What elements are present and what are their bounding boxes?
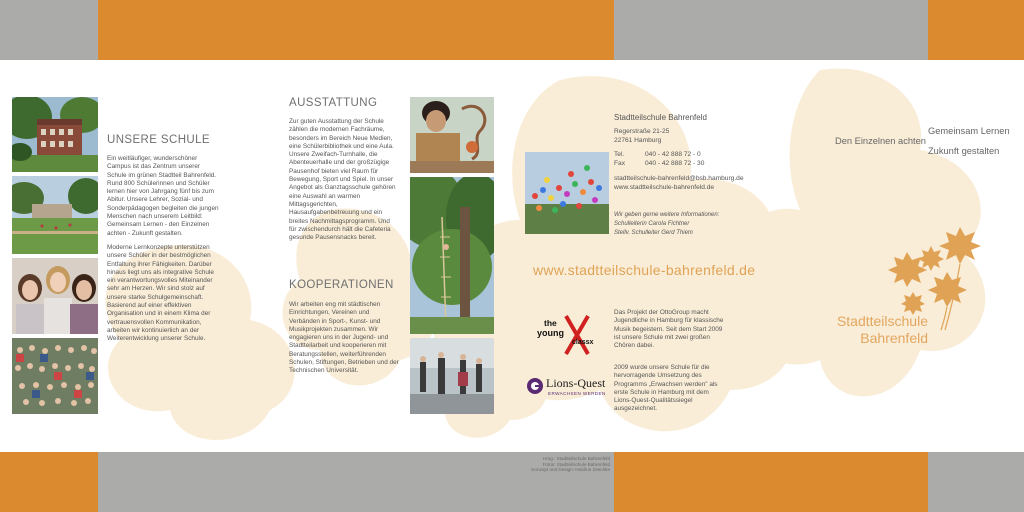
heading-unsere-schule: UNSERE SCHULE <box>107 134 210 146</box>
young-classx-line2: young <box>537 328 564 338</box>
photo-girls-group <box>12 258 98 334</box>
photo-climbing-tree <box>410 177 494 334</box>
website-banner-link[interactable]: www.stadtteilschule-bahrenfeld.de <box>533 262 756 278</box>
young-classx-logo <box>532 312 602 356</box>
photo-sports-field <box>12 176 98 254</box>
cover-school-name-line-2: Bahrenfeld <box>860 330 928 346</box>
heading-kooperationen: KOOPERATIONEN <box>289 279 394 291</box>
contact-tel-label: Tel. <box>614 151 625 158</box>
contact-fax: 040 - 42 888 72 - 30 <box>645 160 705 167</box>
lions-quest-logo <box>526 374 616 404</box>
unsere-schule-text <box>107 155 219 344</box>
contact-deputy: Stellv. Schulleiter Gerd Thiem <box>614 230 693 236</box>
lions-quest-subtitle: ERWACHSEN WERDEN <box>548 391 606 396</box>
young-classx-line1: the <box>544 318 557 328</box>
contact-city: 22761 Hamburg <box>614 137 662 144</box>
contact-url-link[interactable]: www.stadtteilschule-bahrenfeld.de <box>614 184 715 191</box>
credits <box>480 456 610 473</box>
lions-quest-name: Lions-Quest <box>546 376 606 390</box>
heading-ausstattung: AUSSTATTUNG <box>289 97 378 109</box>
photo-crowd <box>12 338 98 414</box>
unsere-schule-paragraph-2: Moderne Lernkonzepte unterstützen unsere Schüler in der bestmöglichen Entfaltung ihrer Fähigkeiten. Darüber hinaus liegt uns als integrative Schule ein verantwortungsvolles Miteinander sehr am Herzen. Wir sind stolz auf unsere starke Schulgemeinschaft. Basierend auf einer effektiven Organisation und in einem Klima der vertrauensvollen Kommunikation, arbeiten wir kontinuierlich an der Weiterentwicklung unserer Schule. <box>107 243 214 343</box>
ausstattung-text: Zur guten Ausstattung der Schule zählen die modernen Fachräume, besonders im Bereich Neue Medien, eine Schülerbibliothek und eine Aula. Unsere Zweifach-Turnhalle, die Abenteuerhalle und der großzügige Pausenhof bieten viel Raum für Bewegung, Sport und Spiel. In unser Angebot als Ganztagsschule gehören eine Auswahl an warmen Mittagsgerichten, Hausaufgabenbetreuung und ein breites Nachmittagsprogramm. Und für zwischendurch hält die Cafeteria gesunde Pausensnacks bereit. <box>289 118 396 242</box>
contact-head: Schulleiterin Carola Fichtner <box>614 221 690 227</box>
cover-school-name-line-1: Stadtteilschule <box>836 313 928 329</box>
photo-dance-hall <box>410 338 494 414</box>
motto-line-3: Zukunft gestalten <box>928 146 1000 156</box>
contact-info-intro: Wir geben gerne weitere Informationen: <box>614 212 720 218</box>
lions-quest-text: 2009 wurde unsere Schule für die hervorragende Umsetzung des Programms „Erwachsen werden" als erste Schule in Hamburg mit dem Lions-Quest-Qualitätssiegel ausgezeichnet. <box>614 364 718 413</box>
cover-school-name <box>800 313 928 347</box>
photo-balloons <box>525 152 609 234</box>
young-classx-line3: classx <box>572 339 594 346</box>
credits-publisher: Hrsg.: Stadtteilschule Bahrenfeld <box>543 456 610 461</box>
contact-fax-label: Fax <box>614 160 625 167</box>
contact-school-name: Stadtteilschule Bahrenfeld <box>614 113 707 122</box>
contact-street: Regerstraße 21-25 <box>614 128 670 135</box>
credits-photos: Fotos: Stadtteilschule Bahrenfeld <box>542 461 610 467</box>
top-color-band <box>0 0 1024 60</box>
unsere-schule-paragraph-1: Ein weitläufiger, wunderschöner Campus ist das Zentrum unserer Schule im grünen Stadtteil Bahrenfeld. Rund 800 Schülerinnen und Schüler lernen hier von Jahrgang fünf bis zum Abitur. Unsere Lehrer, Sozial- und Sonderpädagogen begleiten die jungen Menschen nach unserem Leitbild: Gemeinsam Lernen - den Einzelnen achten - Zukunft gestalten. <box>107 155 219 237</box>
photo-school-building <box>12 97 98 172</box>
kooperationen-text: Wir arbeiten eng mit städtischen Einrichtungen, Vereinen und Verbänden in Sport-, Kunst- und Musikprojekten zusammen. Wir engagieren uns in der Jugend- und Stadtteilarbeit und kooperieren mit Beratungsstellen, weiterführenden Schulen, Stiftungen, Betrieben und der Technischen Universität. <box>289 301 399 375</box>
photo-boy-crafting <box>410 97 494 173</box>
motto-line-1: Gemeinsam Lernen <box>928 126 1010 136</box>
credits-design: Konzept und Design: Heidrun Zeschke <box>531 467 610 473</box>
young-classx-text: Das Projekt der OttoGroup macht Jugendliche in Hamburg für klassische Musik begeistern. Seit dem Start 2009 ist unsere Schule mit zwei großen Chören dabei. <box>614 309 724 350</box>
motto-line-2: Den Einzelnen achten <box>835 136 926 146</box>
contact-tel: 040 - 42 888 72 - 0 <box>645 151 701 158</box>
contact-email-link[interactable]: stadtteilschule-bahrenfeld@bsb.hamburg.de <box>614 175 744 182</box>
